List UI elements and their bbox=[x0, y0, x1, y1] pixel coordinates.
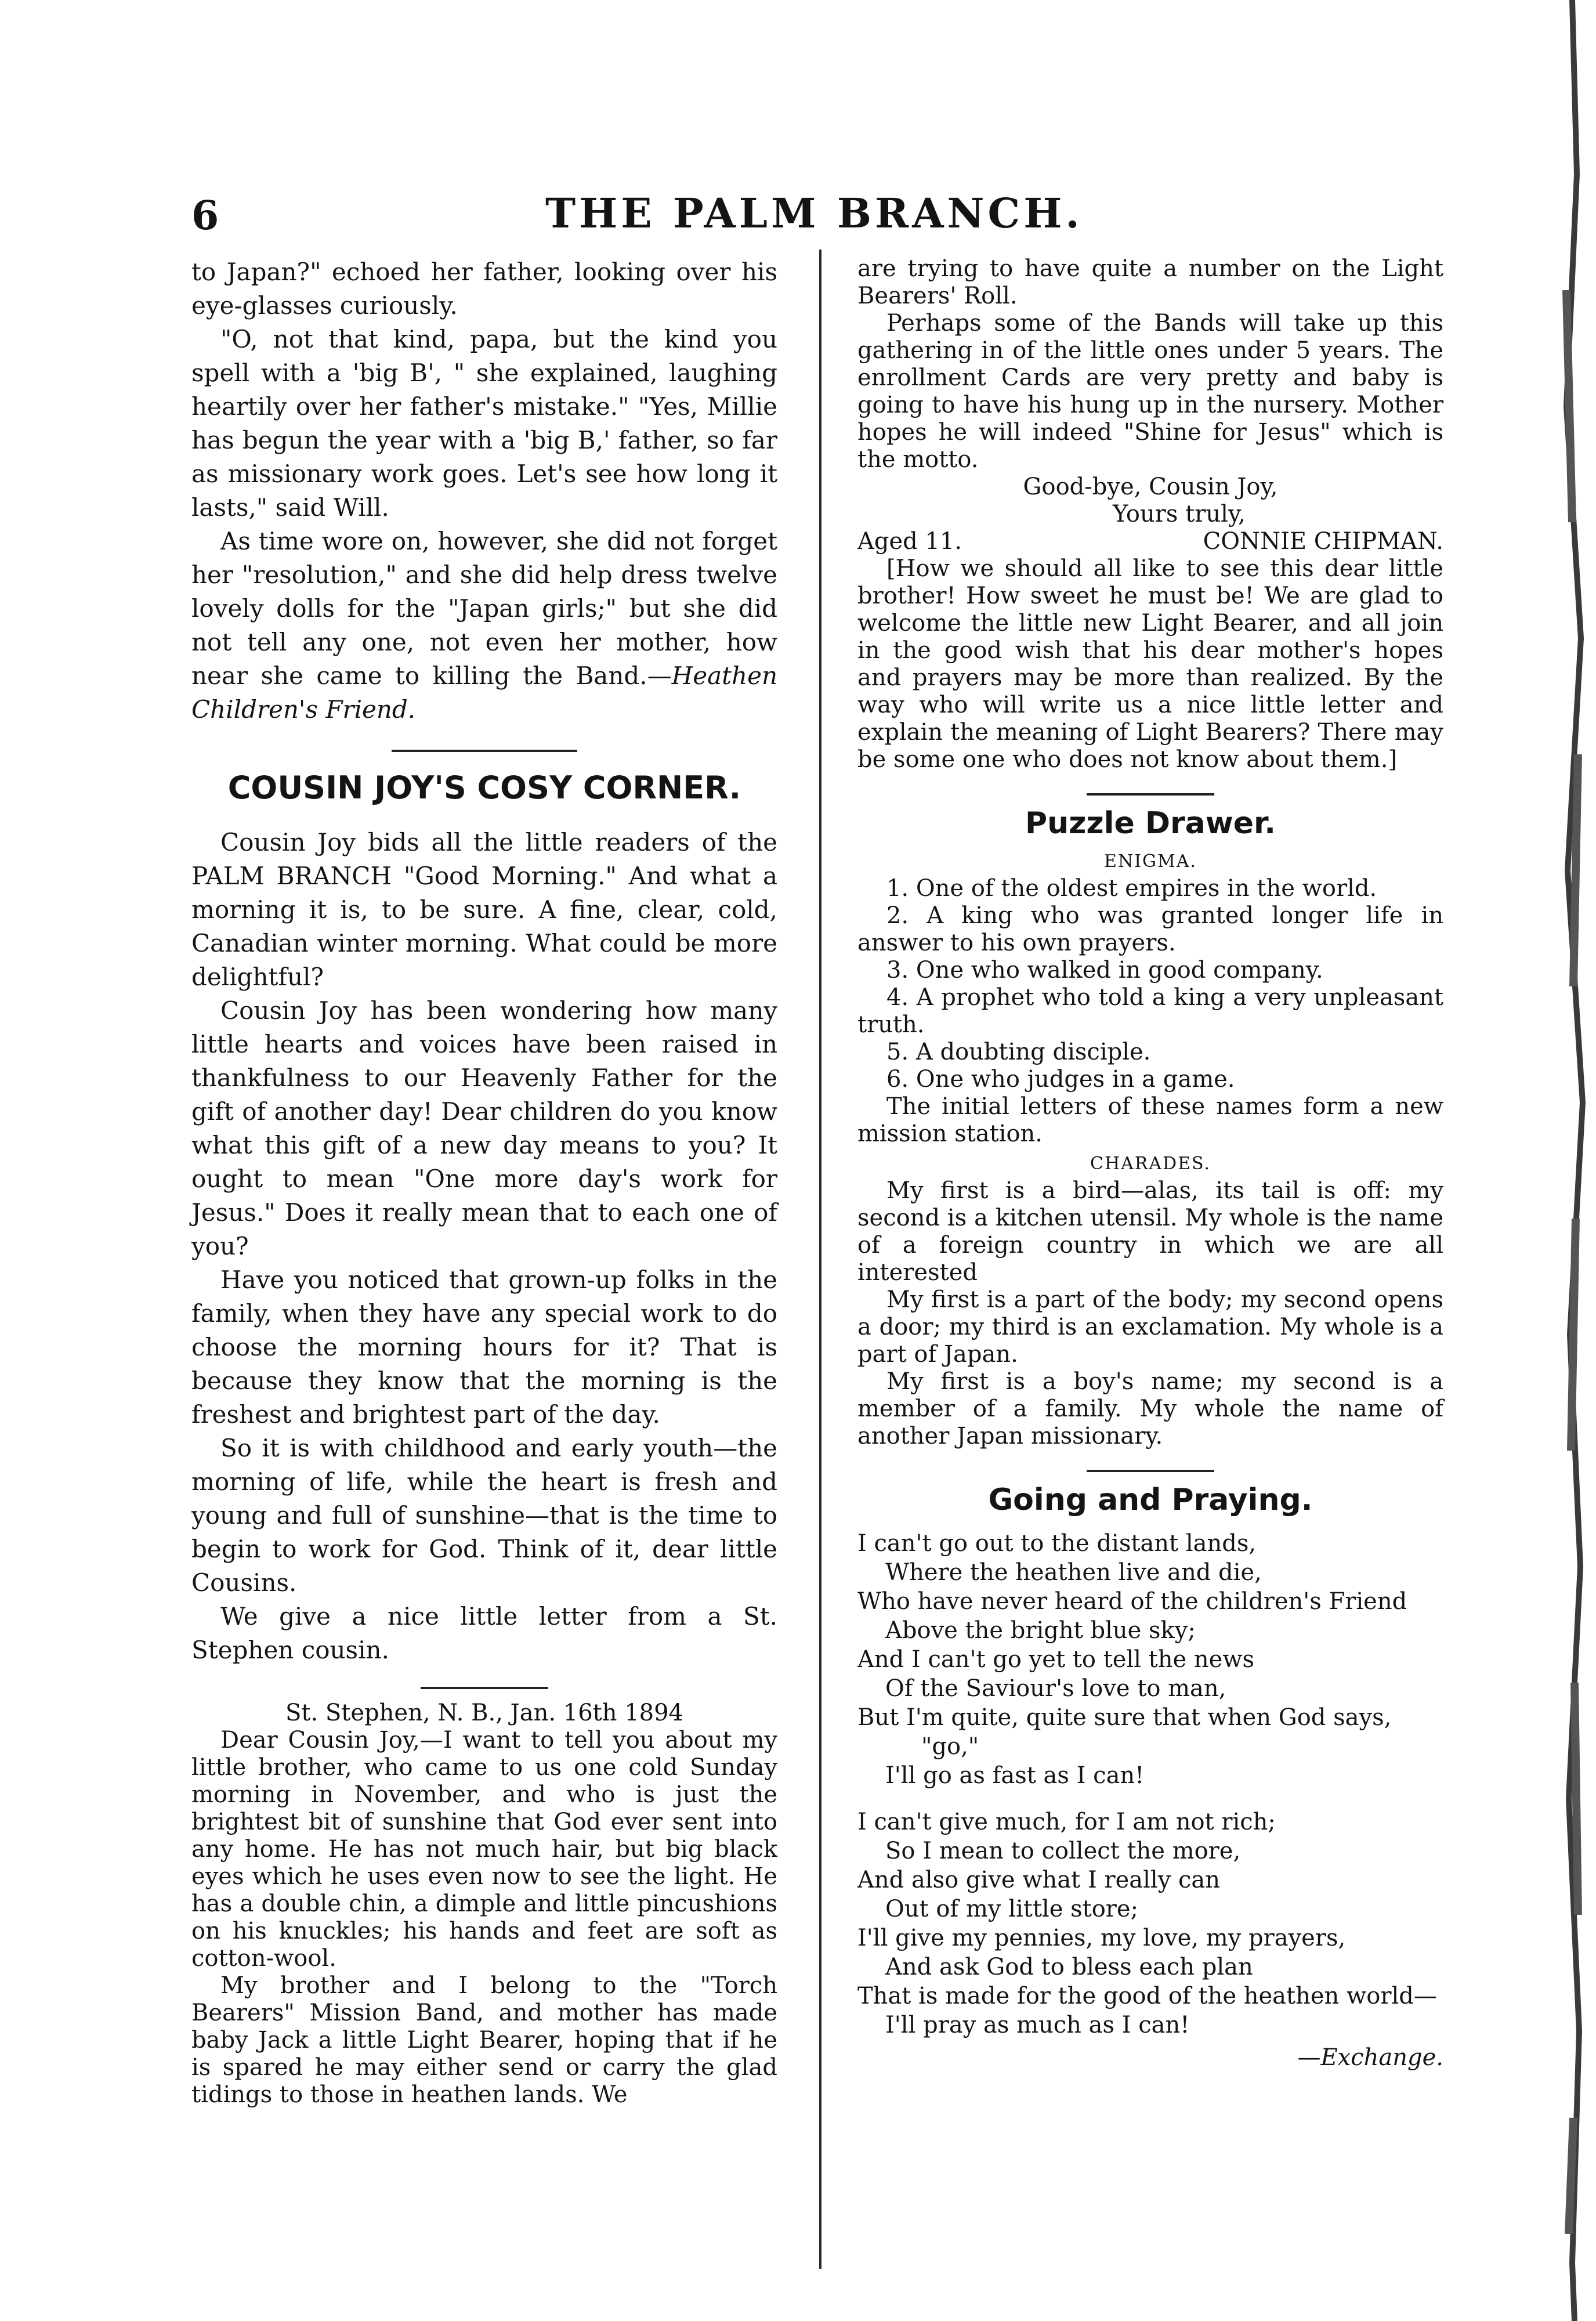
scan-edge-artifact bbox=[1532, 0, 1595, 2321]
letter-signature-row bbox=[857, 528, 1443, 555]
right-column bbox=[857, 255, 1443, 2073]
poem-stanza-2 bbox=[857, 1807, 1443, 2040]
letter-closing-goodbye: Good-bye, Cousin Joy, bbox=[1023, 473, 1278, 500]
charade-item: My first is a boy's name; my second is a member of a family. My whole the name of another Japan missionary. bbox=[857, 1368, 1443, 1449]
section-title: COUSIN JOY'S COSY CORNER. bbox=[227, 769, 741, 806]
poem-line: Out of my little store; bbox=[885, 1896, 1139, 1922]
left-column bbox=[191, 255, 777, 2109]
letter-paragraph: Perhaps some of the Bands will take up this gathering in of the little ones under 5 years. The enrollment Cards are very pretty and baby is going to have his hung up in the nursery. Mother hopes he will indeed "Shine for Jesus" which is the motto. bbox=[857, 310, 1443, 473]
poem-separator bbox=[1087, 1470, 1214, 1472]
column-divider bbox=[819, 250, 821, 2269]
poem-line: And ask God to bless each plan bbox=[885, 1954, 1253, 1980]
enigma-label: ENIGMA. bbox=[1104, 851, 1197, 872]
enigma-item: 1. One of the oldest empires in the world. bbox=[886, 875, 1377, 902]
poem-line: "go," bbox=[921, 1733, 979, 1760]
puzzle-title: Puzzle Drawer. bbox=[1025, 806, 1276, 841]
story-source: Heathen Children's Friend. bbox=[191, 661, 777, 724]
section-paragraph: So it is with childhood and early youth—the morning of life, while the heart is fresh and young and full of sunshine—that is the time to begin to work for God. Think of it, dear little Cousins. bbox=[191, 1434, 777, 1597]
charades-label: CHARADES. bbox=[1090, 1154, 1211, 1174]
editor-note: [How we should all like to see this dear little brother! How sweet he must be! We are glad to welcome the little new Light Bearer, and all join in the good wish that his dear mother's hopes and prayers may be more than realized. By the way who will write us a nice little letter and explain the meaning of Light Bearers? There may be some one who does not know about them.] bbox=[857, 555, 1443, 773]
poem-line: So I mean to collect the more, bbox=[885, 1838, 1241, 1864]
masthead-title: THE PALM BRANCH. bbox=[545, 189, 1083, 237]
poem-title: Going and Praying. bbox=[988, 1483, 1313, 1517]
story-paragraph: "O, not that kind, papa, but the kind you spell with a 'big B', " she explained, laughing heartily over her father's mistake." "Yes, Millie has begun the year with a 'big B,' father, so far as missionary work goes. Let's see how long it lasts," said Will. bbox=[191, 325, 777, 522]
enigma-item: 4. A prophet who told a king a very unpleasant truth. bbox=[857, 984, 1443, 1038]
poem-line: But I'm quite, quite sure that when God says, bbox=[857, 1704, 1392, 1731]
story-paragraph: to Japan?" echoed her father, looking over his eye-glasses curiously. bbox=[191, 258, 777, 320]
poem-stanza-1 bbox=[857, 1529, 1443, 1790]
poem-line: And also give what I really can bbox=[857, 1867, 1221, 1893]
letter-dateline: St. Stephen, N. B., Jan. 16th 1894 bbox=[285, 1700, 683, 1726]
enigma-note: The initial letters of these names form a new mission station. bbox=[857, 1093, 1443, 1147]
section-paragraph: Cousin Joy has been wondering how many little hearts and voices have been raised in thankfulness to our Heavenly Father for the gift of another day! Dear children do you know what this gift of a new day means to you? It ought to mean "One more day's work for Jesus." Does it really mean that to each one of you? bbox=[191, 996, 777, 1260]
enigma-item: 2. A king who was granted longer life in answer to his own prayers. bbox=[857, 902, 1443, 956]
stanza-gap bbox=[857, 1790, 1443, 1807]
page-header bbox=[191, 187, 1456, 251]
letter-closing-yours: Yours truly, bbox=[1113, 501, 1246, 527]
poem-line: I'll give my pennies, my love, my prayers, bbox=[857, 1925, 1346, 1951]
poem-line: I'll go as fast as I can! bbox=[885, 1762, 1145, 1789]
poem-credit: —Exchange. bbox=[1297, 2044, 1443, 2071]
section-paragraph: Cousin Joy bids all the little readers of the PALM BRANCH "Good Morning." And what a morning it is, to be sure. A fine, clear, cold, Canadian winter morning. What could be more delightful? bbox=[191, 828, 777, 991]
charade-item: My first is a bird—alas, its tail is off: my second is a kitchen utensil. My whole is the name of a foreign country in which we are all interested bbox=[857, 1177, 1443, 1286]
section-paragraph: We give a nice little letter from a St. Stephen cousin. bbox=[191, 1602, 777, 1664]
section-paragraph: Have you noticed that grown-up folks in the family, when they have any special work to do choose the morning hours for it? That is because they know that the morning is the freshest and brightest part of the day. bbox=[191, 1266, 777, 1429]
puzzle-separator bbox=[1087, 793, 1214, 796]
enigma-item: 6. One who judges in a game. bbox=[886, 1066, 1235, 1093]
enigma-item: 3. One who walked in good company. bbox=[886, 957, 1323, 984]
letter-age: Aged 11. bbox=[857, 528, 962, 555]
section-separator bbox=[392, 750, 577, 752]
poem-line: I'll pray as much as I can! bbox=[885, 2012, 1190, 2038]
enigma-item: 5. A doubting disciple. bbox=[886, 1039, 1151, 1065]
poem-line: That is made for the good of the heathen world— bbox=[857, 1983, 1437, 2009]
poem-line: And I can't go yet to tell the news bbox=[857, 1646, 1255, 1673]
letter-signature: CONNIE CHIPMAN. bbox=[1203, 528, 1443, 555]
story-last-paragraph bbox=[191, 525, 777, 726]
story-last-text: As time wore on, however, she did not forget her "resolution," and she did help dress twelve lovely dolls for the "Japan girls;" but she did not tell any one, not even her mother, how near she came to killing the Band.— bbox=[191, 527, 777, 690]
poem-line: Where the heathen live and die, bbox=[885, 1559, 1262, 1586]
poem-line: I can't go out to the distant lands, bbox=[857, 1530, 1257, 1557]
letter-paragraph: My brother and I belong to the "Torch Bearers" Mission Band, and mother has made baby Jack a little Light Bearer, hoping that if he is spared he may either send or carry the glad tidings to those in heathen lands. We bbox=[191, 1972, 777, 2108]
page-number: 6 bbox=[191, 193, 219, 239]
charade-item: My first is a part of the body; my second opens a door; my third is an exclamation. My whole is a part of Japan. bbox=[857, 1286, 1443, 1368]
letter-paragraph: Dear Cousin Joy,—I want to tell you about my little brother, who came to us one cold Sunday morning in November, and who is just the brightest bit of sunshine that God ever sent into any home. He has not much hair, but big black eyes which he uses even now to see the light. He has a double chin, a dimple and little pincushions on his knuckles; his hands and feet are soft as cotton-wool. bbox=[191, 1727, 777, 1972]
poem-line: Above the bright blue sky; bbox=[885, 1617, 1196, 1644]
poem-line: Who have never heard of the children's Friend bbox=[857, 1588, 1407, 1615]
letter-separator bbox=[421, 1687, 548, 1689]
letter-paragraph: are trying to have quite a number on the Light Bearers' Roll. bbox=[857, 255, 1443, 309]
poem-line: I can't give much, for I am not rich; bbox=[857, 1809, 1276, 1835]
poem-line: Of the Saviour's love to man, bbox=[885, 1675, 1226, 1702]
